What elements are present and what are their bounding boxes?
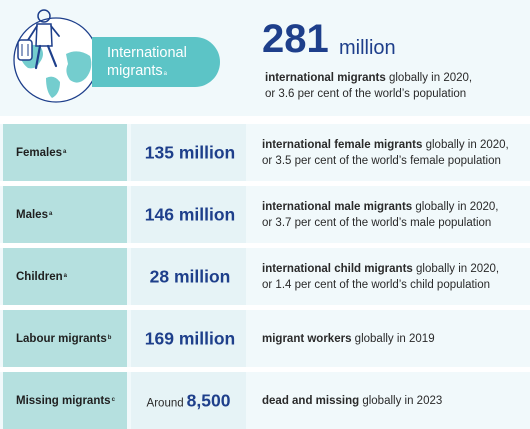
headline-unit: million — [339, 37, 396, 59]
row-label-cell — [3, 372, 127, 429]
row-value — [131, 204, 246, 225]
row-value — [131, 390, 246, 411]
headline-description — [265, 70, 472, 102]
row-label-cell — [3, 248, 127, 305]
row-desc-rest: globally in 2019 — [351, 332, 435, 345]
row-description — [262, 137, 509, 169]
row-value-cell — [131, 248, 246, 305]
header-panel — [0, 0, 530, 116]
footnote-marker: a — [163, 71, 167, 77]
row-desc-bold: international female migrants — [262, 138, 423, 151]
globe-traveller-icon — [6, 2, 106, 112]
headline-desc-bold: international migrants — [265, 72, 386, 84]
stat-row-missing-migrants — [0, 372, 530, 429]
row-value-cell — [131, 310, 246, 367]
row-desc-bold: international male migrants — [262, 200, 413, 213]
row-value-number: 146 million — [144, 204, 236, 224]
footnote-marker: c — [111, 396, 115, 403]
headline-desc-line2: or 3.6 per cent of the world’s population — [265, 88, 467, 100]
row-label — [16, 395, 115, 407]
footnote-marker: a — [48, 210, 53, 217]
row-desc-line2: or 3.5 per cent of the world’s female population — [262, 154, 501, 167]
row-label-cell — [3, 186, 127, 243]
row-desc-bold: dead and missing — [262, 394, 360, 407]
row-label — [16, 147, 66, 159]
row-desc-rest: globally in 2020, — [422, 138, 509, 151]
row-label — [16, 209, 52, 221]
row-desc-bold: migrant workers — [262, 332, 352, 345]
row-label — [16, 333, 111, 345]
stat-row-females — [0, 124, 530, 181]
row-value-prefix: Around — [146, 397, 184, 409]
row-value-number: 28 million — [149, 266, 231, 286]
row-desc-rest: globally in 2020, — [412, 262, 500, 275]
headline-number: 281 — [262, 17, 329, 61]
stat-row-children — [0, 248, 530, 305]
row-description — [262, 393, 442, 409]
row-value-number: 8,500 — [186, 390, 231, 410]
row-value — [131, 328, 246, 349]
row-label-text: Labour migrants — [16, 332, 107, 345]
row-value-cell — [131, 124, 246, 181]
row-label-text: Children — [16, 270, 63, 283]
row-description — [262, 261, 499, 293]
stat-row-males — [0, 186, 530, 243]
row-desc-line2: or 3.7 per cent of the world’s male population — [262, 216, 492, 229]
row-desc-rest: globally in 2023 — [359, 394, 443, 407]
stat-row-labour-migrants — [0, 310, 530, 367]
footnote-marker: b — [107, 334, 112, 341]
badge-line-1: International — [107, 45, 187, 61]
row-desc-bold: international child migrants — [262, 262, 413, 275]
row-description — [262, 331, 435, 347]
row-label-cell — [3, 124, 127, 181]
row-value — [131, 142, 246, 163]
row-value-number: 169 million — [144, 328, 236, 348]
row-label-text: Females — [16, 146, 63, 159]
row-label-text: Males — [16, 208, 48, 221]
row-label-cell — [3, 310, 127, 367]
row-value-number: 135 million — [144, 142, 236, 162]
headline-desc-rest: globally in 2020, — [385, 72, 473, 84]
row-value-cell — [131, 372, 246, 429]
row-label-text: Missing migrants — [16, 394, 111, 407]
badge-line-2: migrants — [107, 63, 163, 79]
row-value — [131, 266, 246, 287]
row-description — [262, 199, 499, 231]
international-migrants-badge — [92, 37, 220, 87]
footnote-marker: a — [63, 148, 67, 155]
row-value-cell — [131, 186, 246, 243]
row-label — [16, 271, 67, 283]
footnote-marker: a — [63, 272, 67, 279]
row-desc-line2: or 1.4 per cent of the world’s child population — [262, 278, 491, 291]
row-desc-rest: globally in 2020, — [412, 200, 499, 213]
